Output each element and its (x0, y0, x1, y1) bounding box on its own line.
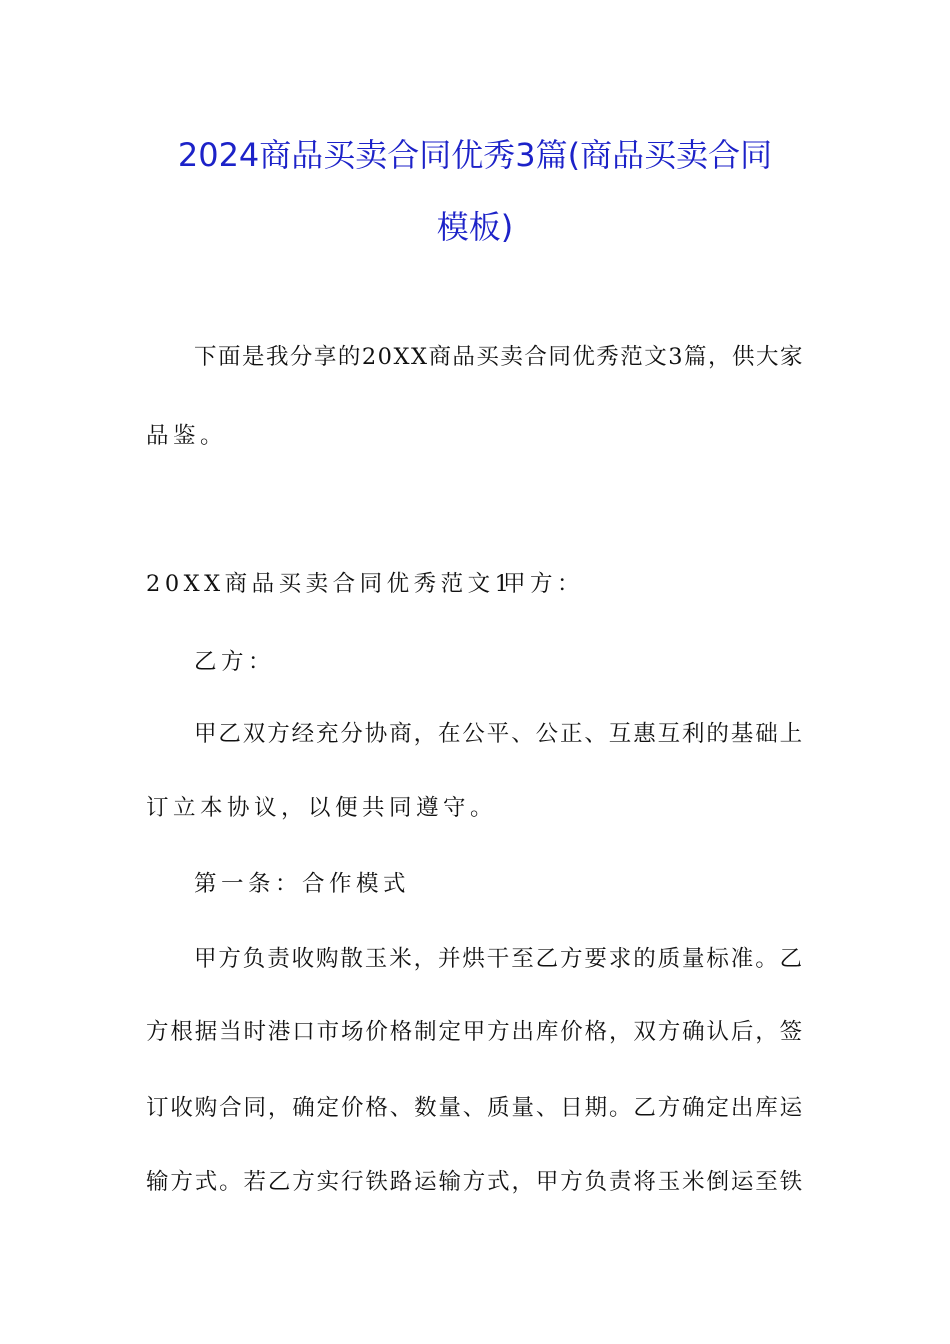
paragraph-1-line-1: 甲乙双方经充分协商，在公平、公正、互惠互利的基础上 (194, 721, 805, 747)
party-b-label: 乙方： (194, 649, 276, 675)
paragraph-2-line-1: 甲方负责收购散玉米，并烘干至乙方要求的质量标准。乙 (194, 946, 805, 972)
document-title-line-2: 模板) (436, 208, 514, 246)
article-1-heading: 第一条：合作模式 (194, 871, 411, 897)
intro-line-2: 品鉴。 (146, 423, 228, 449)
party-a-label: 甲方： (503, 571, 585, 597)
paragraph-2-line-3: 订收购合同，确定价格、数量、质量、日期。乙方确定出库运 (146, 1095, 804, 1121)
document-title-line-1: 2024商品买卖合同优秀3篇(商品买卖合同 (177, 136, 773, 174)
paragraph-2-line-4: 输方式。若乙方实行铁路运输方式，甲方负责将玉米倒运至铁 (146, 1169, 804, 1195)
paragraph-2-line-2: 方根据当时港口市场价格制定甲方出库价格，双方确认后，签 (146, 1019, 804, 1045)
paragraph-1-line-2: 订立本协议，以便共同遵守。 (146, 795, 498, 821)
intro-line-1: 下面是我分享的20XX商品买卖合同优秀范文3篇，供大家 (194, 344, 804, 370)
section-heading-1: 20XX商品买卖合同优秀范文1 (146, 571, 514, 597)
